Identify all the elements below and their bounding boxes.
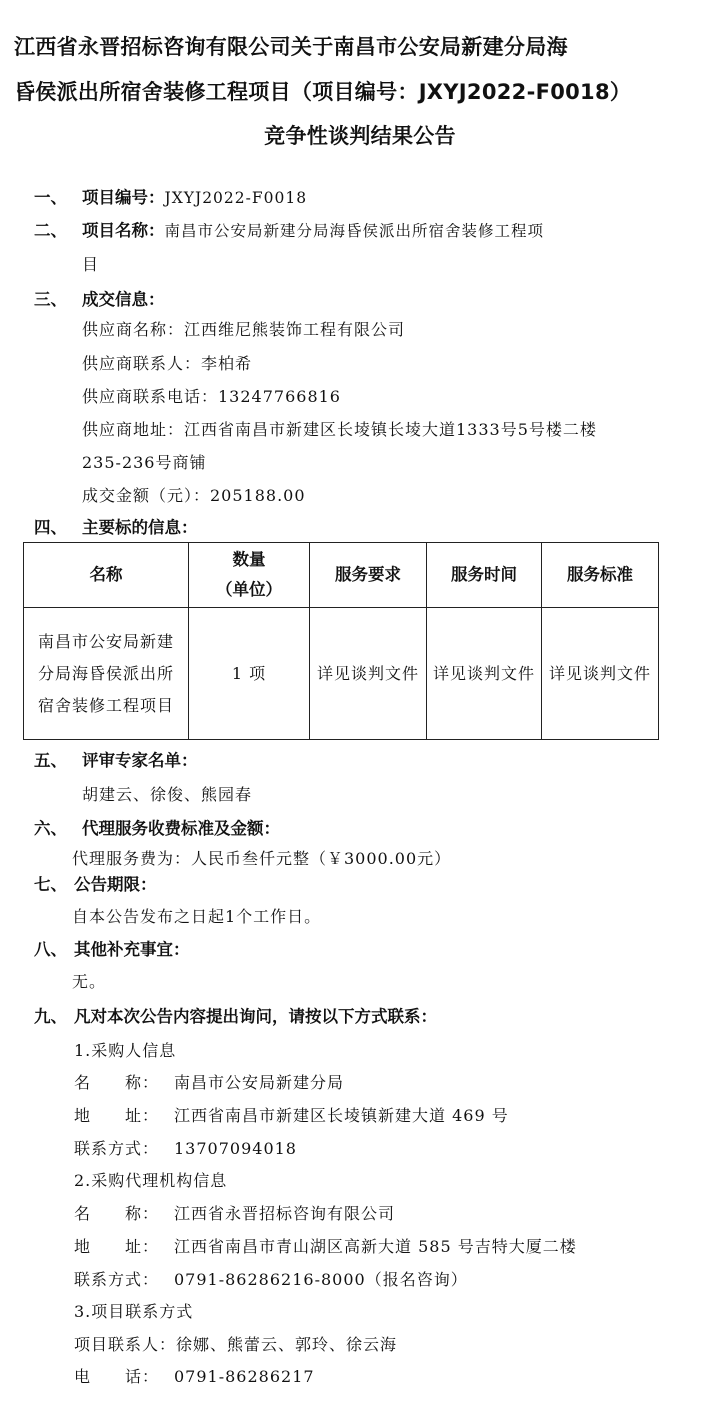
agency-fee-value: 代理服务费为：人民币叁仟元整（￥3000.00元） [72,849,452,868]
notice-title-line-2: 昏侯派出所宿舍装修工程项目（项目编号：JXYJ2022-F0018） [14,80,632,104]
other-matters-value: 无。 [72,972,107,991]
supplier-phone: 供应商联系电话：13247766816 [82,387,341,406]
supplier-address-continued: 235-236号商铺 [82,453,207,472]
section-label: 项目编号：JXYJ2022-F0018 [82,188,308,207]
section-number: 一、 [34,188,67,207]
section-label: 代理服务收费标准及金额： [82,819,280,838]
project-contact-phone: 电 话： 0791-86286217 [74,1367,315,1386]
project-name-value: 南昌市公安局新建分局海昏侯派出所宿舍装修工程项 [164,222,545,240]
section-label: 主要标的信息： [82,518,198,537]
section-number: 九、 [34,1007,67,1026]
supplier-contact: 供应商联系人：李柏希 [82,354,253,373]
cell-service-time: 详见谈判文件 [427,608,542,740]
supplier-address: 供应商地址：江西省南昌市新建区长堎镇长堎大道1333号5号楼二楼 [82,420,597,439]
section-label: 项目名称：南昌市公安局新建分局海昏侯派出所宿舍装修工程项 [82,221,545,240]
agency-heading: 2.采购代理机构信息 [74,1171,228,1190]
section-number: 四、 [34,518,67,537]
header-name: 名称 [24,543,189,608]
project-contact-people: 项目联系人：徐娜、熊蕾云、郭玲、徐云海 [74,1335,398,1354]
section-number: 七、 [34,875,67,894]
section-label: 成交信息： [82,290,165,309]
section-number: 三、 [34,290,67,309]
purchaser-heading: 1.采购人信息 [74,1041,177,1060]
cell-service-standard: 详见谈判文件 [542,608,659,740]
project-name-continued: 目 [82,255,100,274]
header-service-requirement: 服务要求 [310,543,427,608]
purchaser-address: 地 址： 江西省南昌市新建区长堎镇新建大道 469 号 [74,1106,509,1125]
section-label: 公告期限： [74,875,157,894]
section-label: 评审专家名单： [82,751,198,770]
header-service-standard: 服务标准 [542,543,659,608]
cell-service-requirement: 详见谈判文件 [310,608,427,740]
notice-period-value: 自本公告发布之日起1个工作日。 [72,907,322,926]
agency-contact: 联系方式： 0791-86286216-8000（报名咨询） [74,1270,468,1289]
experts-list: 胡建云、徐俊、熊园春 [82,785,253,804]
section-label: 凡对本次公告内容提出询问，请按以下方式联系： [74,1007,437,1026]
header-quantity: 数量 （单位） [189,543,310,608]
header-service-time: 服务时间 [427,543,542,608]
project-number-value: JXYJ2022-F0018 [164,189,308,207]
cell-quantity: 1 项 [189,608,310,740]
agency-name: 名 称： 江西省永晋招标咨询有限公司 [74,1204,396,1223]
table-header-row [24,543,659,608]
agency-address: 地 址： 江西省南昌市青山湖区高新大道 585 号吉特大厦二楼 [74,1237,577,1256]
section-number: 八、 [34,940,67,959]
supplier-name: 供应商名称：江西维尼熊装饰工程有限公司 [82,320,406,339]
section-label: 其他补充事宜： [74,940,190,959]
purchaser-contact: 联系方式： 13707094018 [74,1139,297,1158]
table-row [24,608,659,740]
cell-item-name: 南昌市公安局新建分局海昏侯派出所宿舍装修工程项目 [24,608,189,740]
notice-title-line-1: 江西省永晋招标咨询有限公司关于南昌市公安局新建分局海 [14,35,568,59]
section-number: 五、 [34,751,67,770]
deal-amount: 成交金额（元）：205188.00 [82,486,306,505]
section-number: 二、 [34,221,67,240]
notice-title-line-3: 竞争性谈判结果公告 [264,124,456,148]
purchaser-name: 名 称： 南昌市公安局新建分局 [74,1073,345,1092]
items-table [23,542,659,740]
section-number: 六、 [34,819,67,838]
project-contact-heading: 3.项目联系方式 [74,1302,194,1321]
